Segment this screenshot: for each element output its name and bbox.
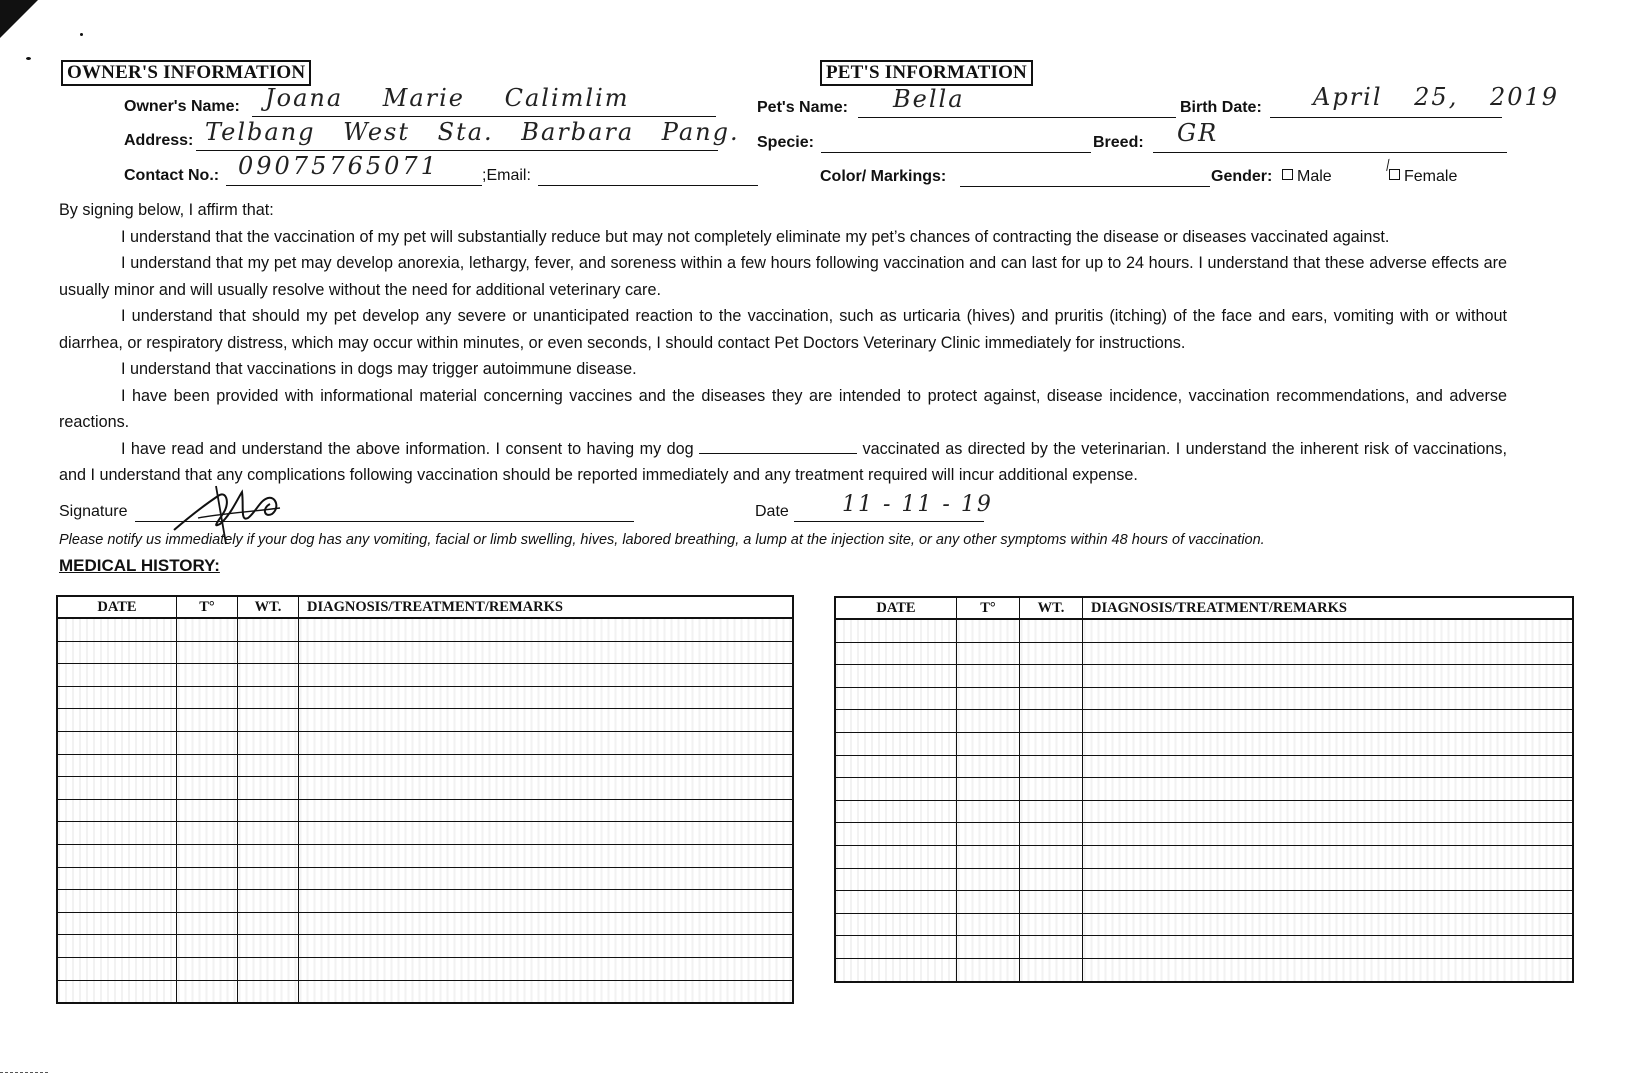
table-row [57,754,793,777]
table-cell[interactable] [299,935,794,958]
specie-line [821,152,1091,153]
table-cell[interactable] [1020,642,1083,665]
table-cell[interactable] [177,731,238,754]
table-cell[interactable] [57,844,177,867]
table-row [835,755,1573,778]
table-cell[interactable] [57,731,177,754]
color-markings-label: Color/ Markings: [820,168,947,185]
table-cell[interactable] [299,618,794,641]
table-cell[interactable] [238,664,299,687]
table-cell[interactable] [1083,642,1574,665]
table-cell[interactable] [238,641,299,664]
table-cell[interactable] [957,800,1020,823]
table-cell[interactable] [835,665,957,688]
table-cell[interactable] [835,891,957,914]
column-header-remarks: DIAGNOSIS/TREATMENT/REMARKS [1083,597,1574,619]
table-row [835,958,1573,981]
column-header-weight: WT. [238,596,299,618]
table-cell[interactable] [1083,710,1574,733]
medical-history-table-left [56,595,794,1004]
address-value[interactable]: Telbang West Sta. Barbara Pang. [205,118,740,146]
table-cell[interactable] [177,799,238,822]
scan-edge-mark [0,1072,48,1073]
table-cell[interactable] [57,980,177,1003]
pet-section-title: PET'S INFORMATION [820,60,1033,86]
table-cell[interactable] [957,845,1020,868]
scan-speck [26,57,31,60]
table-cell[interactable] [1083,687,1574,710]
table-header-row [57,596,793,618]
birth-date-line [1270,117,1502,118]
table-cell[interactable] [1020,778,1083,801]
table-cell[interactable] [57,912,177,935]
table-cell[interactable] [957,665,1020,688]
consent-p4: I understand that vaccinations in dogs may trigger autoimmune disease. [121,360,637,378]
table-row [835,868,1573,891]
scan-corner-mark [0,0,38,38]
table-cell[interactable] [835,823,957,846]
table-row [57,890,793,913]
table-cell[interactable] [299,799,794,822]
consent-p5: I have been provided with informational material concerning vaccines and the diseases they are intended to protect against, disease incidence, vaccination recommendations, and adverse reactions. [59,386,1507,431]
table-cell[interactable] [177,822,238,845]
table-cell[interactable] [835,936,957,959]
table-cell[interactable] [299,867,794,890]
table-cell[interactable] [957,823,1020,846]
table-row [57,686,793,709]
table-row [57,980,793,1003]
table-row [835,913,1573,936]
table-cell[interactable] [238,980,299,1003]
table-cell[interactable] [299,641,794,664]
table-cell[interactable] [238,777,299,800]
breed-value[interactable]: GR [1177,119,1219,147]
table-cell[interactable] [1083,800,1574,823]
table-row [835,823,1573,846]
table-cell[interactable] [177,935,238,958]
date-value[interactable]: 11 - 11 - 19 [842,492,993,517]
table-cell[interactable] [177,664,238,687]
table-cell[interactable] [1083,936,1574,959]
table-row [835,845,1573,868]
medical-history-table-right [834,596,1574,983]
table-cell[interactable] [177,686,238,709]
consent-p6-part2: vaccinated as directed by the veterinarian. I understand the inherent risk of vaccinations, and I understand that any complications following vaccination should be reported immediately and any treatment required will incur additional expense. [59,439,1507,484]
table-cell[interactable] [299,912,794,935]
table-cell[interactable] [835,732,957,755]
consent-intro: By signing below, I affirm that: [59,201,274,219]
table-cell[interactable] [177,890,238,913]
table-cell[interactable] [57,709,177,732]
table-row [835,732,1573,755]
table-row [57,618,793,641]
table-cell[interactable] [957,642,1020,665]
table-cell[interactable] [957,958,1020,981]
female-checkbox[interactable] [1384,158,1400,180]
table-cell[interactable] [57,618,177,641]
column-header-remarks: DIAGNOSIS/TREATMENT/REMARKS [299,596,794,618]
column-header-date: DATE [57,596,177,618]
table-cell[interactable] [1083,868,1574,891]
address-label: Address: [124,132,194,149]
table-cell[interactable] [57,822,177,845]
pet-name-label: Pet's Name: [757,99,848,116]
table-cell[interactable] [57,777,177,800]
table-cell[interactable] [1083,732,1574,755]
table-cell[interactable] [177,844,238,867]
table-row [57,957,793,980]
table-cell[interactable] [57,890,177,913]
table-cell[interactable] [177,777,238,800]
table-cell[interactable] [957,868,1020,891]
specie-label: Specie: [757,134,814,151]
table-row [57,777,793,800]
table-cell[interactable] [957,936,1020,959]
table-cell[interactable] [1020,913,1083,936]
column-header-temperature: T° [957,597,1020,619]
table-cell[interactable] [1020,732,1083,755]
table-cell[interactable] [1020,687,1083,710]
table-cell[interactable] [299,709,794,732]
table-cell[interactable] [835,868,957,891]
table-cell[interactable] [1083,823,1574,846]
birth-date-value[interactable]: April 25, 2019 [1313,83,1560,111]
color-markings-line [960,186,1210,187]
table-cell[interactable] [238,957,299,980]
table-cell[interactable] [299,664,794,687]
owner-name-label: Owner's Name: [124,98,240,115]
owner-section-title: OWNER'S INFORMATION [61,60,311,86]
table-cell[interactable] [238,709,299,732]
email-line [538,185,758,186]
table-cell[interactable] [835,958,957,981]
contact-label: Contact No.: [124,167,220,184]
table-row [57,664,793,687]
table-cell[interactable] [299,731,794,754]
table-row [835,665,1573,688]
table-cell[interactable] [835,913,957,936]
table-cell[interactable] [238,731,299,754]
table-cell[interactable] [835,800,957,823]
table-cell[interactable] [177,754,238,777]
table-cell[interactable] [238,618,299,641]
table-cell[interactable] [957,778,1020,801]
table-row [57,709,793,732]
table-cell[interactable] [1083,778,1574,801]
table-cell[interactable] [835,642,957,665]
table-row [57,641,793,664]
table-cell[interactable] [1083,913,1574,936]
owner-name-line [252,116,716,117]
column-header-date: DATE [835,597,957,619]
table-row [835,710,1573,733]
consent-p1: I understand that the vaccination of my pet will substantially reduce but may not completely eliminate my pet’s chances of contracting the disease or diseases vaccinated against. [121,227,1390,246]
table-row [835,642,1573,665]
table-cell[interactable] [835,845,957,868]
table-cell[interactable] [57,957,177,980]
gender-female-option[interactable] [1384,158,1458,186]
table-cell[interactable] [1020,665,1083,688]
table-cell[interactable] [957,619,1020,642]
gender-label: Gender: [1211,168,1273,185]
consent-p6-part1: I have read and understand the above information. I consent to having my dog [121,439,694,458]
table-cell[interactable] [57,935,177,958]
column-header-temperature: T° [177,596,238,618]
table-cell[interactable] [177,980,238,1003]
table-cell[interactable] [57,754,177,777]
table-cell[interactable] [1020,800,1083,823]
table-cell[interactable] [177,867,238,890]
table-row [835,687,1573,710]
medical-history-title: MEDICAL HISTORY: [59,556,220,575]
table-cell[interactable] [1020,868,1083,891]
scan-speck [80,33,83,36]
table-cell[interactable] [957,687,1020,710]
pet-name-line [858,117,1176,118]
table-cell[interactable] [1083,958,1574,981]
table-cell[interactable] [957,710,1020,733]
table-cell[interactable] [835,710,957,733]
table-cell[interactable] [835,687,957,710]
table-cell[interactable] [238,890,299,913]
table-cell[interactable] [957,891,1020,914]
email-label: ;Email: [482,167,531,184]
table-cell[interactable] [299,822,794,845]
table-cell[interactable] [299,754,794,777]
table-row [57,912,793,935]
checkmark-icon: ⁄ [1384,158,1393,174]
table-cell[interactable] [299,957,794,980]
table-header-row [835,597,1573,619]
signature-label: Signature [59,503,128,520]
table-cell[interactable] [238,822,299,845]
table-row [835,778,1573,801]
date-line [794,521,984,522]
table-cell[interactable] [1083,891,1574,914]
consent-p3: I understand that should my pet develop any severe or unanticipated reaction to the vaccination, such as urticaria (hives) and pruritis (itching) of the face and ears, vomiting with or without diarrhea, or respiratory distress, which may occur within minutes, or even seconds, I should contact Pet Doctors Veterinary Clinic immediately for instructions. [59,307,1507,352]
female-label: Female [1404,168,1458,185]
table-cell[interactable] [1083,755,1574,778]
table-cell[interactable] [1020,936,1083,959]
table-cell[interactable] [238,867,299,890]
table-row [835,619,1573,642]
breed-label: Breed: [1093,134,1144,151]
table-row [57,935,793,958]
table-row [57,867,793,890]
consent-text [59,197,1507,489]
table-cell[interactable] [299,686,794,709]
table-cell[interactable] [238,686,299,709]
consent-p2: I understand that my pet may develop anorexia, lethargy, fever, and soreness within a few hours following vaccination and can last for up to 24 hours. I understand that these adverse effects are usually minor and will usually resolve without the need for additional veterinary care. [59,254,1507,299]
gender-male-option[interactable] [1278,168,1332,186]
address-line [196,150,718,151]
male-label: Male [1297,168,1332,185]
table-cell[interactable] [299,890,794,913]
table-cell[interactable] [835,755,957,778]
table-body-right [835,619,1573,982]
table-cell[interactable] [1083,619,1574,642]
table-body-left [57,618,793,1003]
table-row [835,891,1573,914]
table-cell[interactable] [1020,823,1083,846]
birth-date-label: Birth Date: [1180,99,1262,116]
column-header-weight: WT. [1020,597,1083,619]
table-cell[interactable] [1020,845,1083,868]
pet-name-value[interactable]: Bella [893,85,965,113]
table-cell[interactable] [238,844,299,867]
table-cell[interactable] [57,867,177,890]
owner-name-value[interactable]: Joana Marie Calimlim [265,84,630,112]
male-checkbox[interactable] [1282,169,1293,180]
table-cell[interactable] [957,913,1020,936]
table-cell[interactable] [57,641,177,664]
table-row [57,731,793,754]
table-cell[interactable] [238,912,299,935]
table-cell[interactable] [57,686,177,709]
table-row [835,936,1573,959]
table-cell[interactable] [299,844,794,867]
table-cell[interactable] [177,641,238,664]
table-cell[interactable] [1020,619,1083,642]
table-row [57,799,793,822]
table-cell[interactable] [299,777,794,800]
table-row [835,800,1573,823]
table-cell[interactable] [835,619,957,642]
table-cell[interactable] [1020,710,1083,733]
breed-line [1153,152,1507,153]
table-cell[interactable] [957,732,1020,755]
dog-name-blank[interactable] [699,439,857,454]
notice-text: Please notify us immediately if your dog has any vomiting, facial or limb swelling, hives, labored breathing, a lump at the injection site, or any other symptoms within 48 hours of vaccination. [59,532,1265,548]
table-cell[interactable] [177,957,238,980]
table-cell[interactable] [1083,665,1574,688]
table-cell[interactable] [177,618,238,641]
table-row [57,844,793,867]
table-cell[interactable] [1020,755,1083,778]
table-cell[interactable] [177,709,238,732]
table-cell[interactable] [57,664,177,687]
table-row [57,822,793,845]
table-cell[interactable] [1083,845,1574,868]
date-label: Date [755,503,789,520]
table-cell[interactable] [299,980,794,1003]
table-cell[interactable] [957,755,1020,778]
contact-line [226,185,482,186]
table-cell[interactable] [238,799,299,822]
table-cell[interactable] [238,935,299,958]
table-cell[interactable] [835,778,957,801]
table-cell[interactable] [177,912,238,935]
contact-value[interactable]: 09075765071 [238,152,439,180]
table-cell[interactable] [238,754,299,777]
table-cell[interactable] [57,799,177,822]
table-cell[interactable] [1020,958,1083,981]
table-cell[interactable] [1020,891,1083,914]
